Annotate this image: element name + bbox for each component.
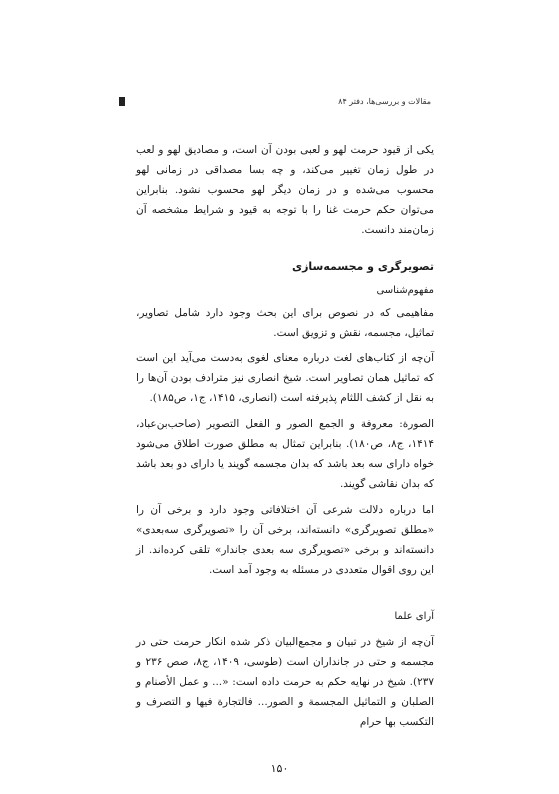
header-marker bbox=[119, 97, 125, 106]
running-header: مقالات و بررسی‌ها، دفتر ۸۴ bbox=[338, 97, 431, 106]
paragraph-definition: الصورة: معروفة و الجمع الصور و الفعل التصویر (صاحب‌بن‌عباد، ۱۴۱۴، ج۸، ص۱۸۰). بنابراین تمثال به مطلق صورت اطلاق می‌شود خواه دارای سه بعد باشد که بدان مجسمه گویند یا دارای دو بعد باشد که بدان نقاشی گویند. bbox=[136, 418, 434, 490]
paragraph-scholars: آن‌چه از شیخ در تبیان و مجمع‌البیان ذکر شده انکار حرمت حتی در مجسمه و حتی در جانداران است (طوسی، ۱۴۰۹، ج۸، صص ۲۳۶ و ۲۳۷). شیخ در نهایه حکم به حرمت داده است: «... و عمل الأصنام و الصلبان و التماثیل المجسمة و الصور... فالتجارة فیها و التصرف و التکسب بها حرام bbox=[136, 636, 434, 728]
paragraph-concepts: مفاهیمی که در نصوص برای این بحث وجود دارد شامل تصاویر، تماثیل، مجسمه، نقش و تزویق است. bbox=[136, 307, 434, 339]
section-heading: تصویرگری و مجسمه‌سازی bbox=[292, 260, 434, 273]
section2-heading: آرای علما bbox=[394, 611, 434, 622]
paragraph-disagreement: اما درباره دلالت شرعی آن اختلافاتی وجود دارد و برخی آن را «مطلق تصویرگری» دانسته‌اند، برخی آن را «تصویرگری سه‌بعدی» دانسته‌اند و برخی «تصویرگری سه بعدی جاندار» تلقی کرده‌اند. از این روی اقوال متعددی در مسئله به وجود آمد است. bbox=[136, 504, 434, 576]
subsection-heading: مفهوم‌شناسی bbox=[376, 285, 434, 296]
paragraph-intro: یکی از قیود حرمت لهو و لعبی بودن آن است، و مصادیق لهو و لعب در طول زمان تغییر می‌کند، و چه بسا مصداقی در زمانی لهو محسوب می‌شده و در زمان دیگر لهو محسوب نشود. بنابراین می‌توان حکم حرمت غنا را با توجه به قیود و شرایط مشخصه آن زمان‌مند دانست. bbox=[136, 144, 434, 236]
paragraph-lexicon: آن‌چه از کتاب‌های لغت درباره معنای لغوی به‌دست می‌آید این است که تماثیل همان تصاویر است. شیخ انصاری نیز مترادف بودن آن‌ها را به نقل از کشف اللثام پذیرفته است (انصاری، ۱۴۱۵، ج۱، ص۱۸۵). bbox=[136, 352, 434, 404]
page-number: ۱۵۰ bbox=[270, 762, 289, 775]
